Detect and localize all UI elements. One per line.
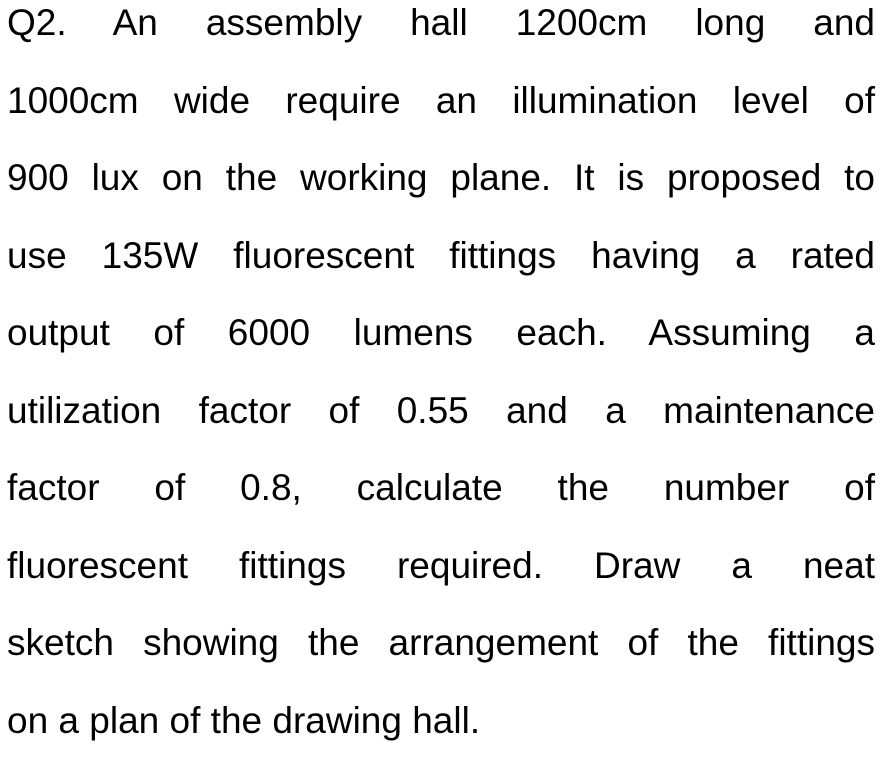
question-line: fluorescent fittings required. Draw a neat bbox=[7, 543, 875, 621]
question-line: on a plan of the drawing hall. bbox=[7, 698, 875, 775]
question-line: factor of 0.8, calculate the number of bbox=[7, 465, 875, 543]
question-line: 1000cm wide require an illumination level of bbox=[7, 78, 875, 156]
question-line: output of 6000 lumens each. Assuming a bbox=[7, 310, 875, 388]
question-line: use 135W fluorescent fittings having a rated bbox=[7, 233, 875, 311]
question-line: sketch showing the arrangement of the fittings bbox=[7, 620, 875, 698]
question-line: utilization factor of 0.55 and a maintenance bbox=[7, 388, 875, 466]
question-line: 900 lux on the working plane. It is proposed to bbox=[7, 155, 875, 233]
question-line: Q2. An assembly hall 1200cm long and bbox=[7, 0, 875, 78]
question-text bbox=[7, 0, 875, 775]
